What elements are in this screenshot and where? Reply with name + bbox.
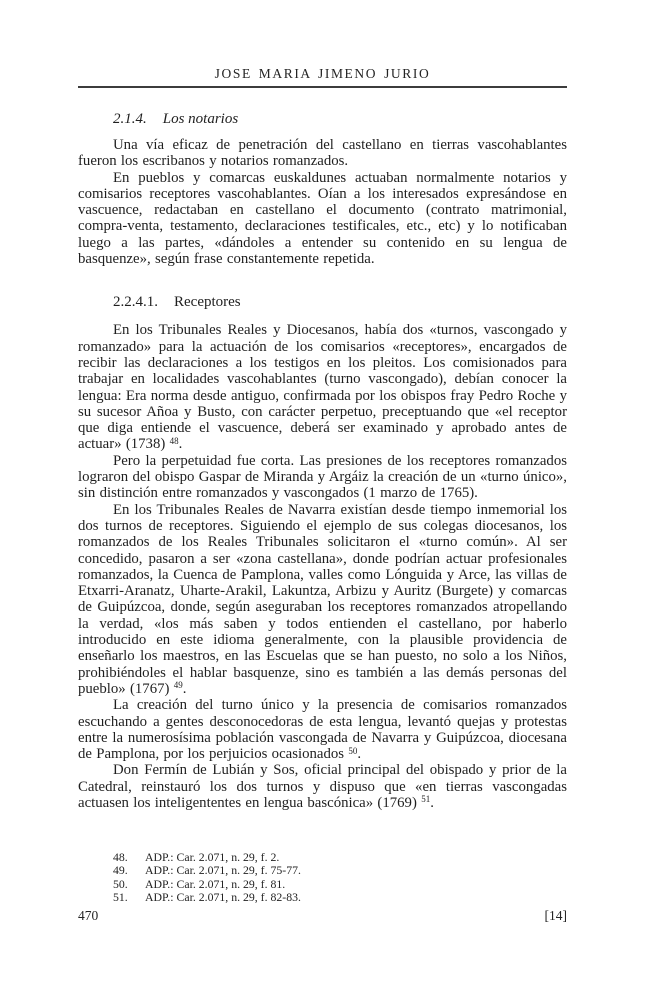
running-head-author: JOSE MARIA JIMENO JURIO [214, 66, 431, 81]
text-body [78, 111, 567, 811]
footnote-text: ADP.: Car. 2.071, n. 29, f. 81. [145, 876, 286, 891]
footnote-ref-51: 51 [421, 794, 431, 805]
paragraph-4 [78, 453, 567, 502]
section-title: Receptores [174, 294, 241, 311]
paragraph-1 [78, 137, 567, 170]
footnote-51 [78, 891, 567, 904]
section-title: Los notarios [162, 111, 239, 127]
paragraph-2 [78, 170, 567, 268]
footnote-number: 48. [113, 850, 128, 865]
footnote-number: 50. [113, 876, 128, 891]
footnote-text: ADP.: Car. 2.071, n. 29, f. 75-77. [145, 863, 301, 878]
section-number: 2.1.4. [113, 111, 147, 127]
paragraph-5 [78, 502, 567, 698]
footnote-number: 51. [113, 889, 128, 904]
paragraph-tail: . [178, 436, 183, 453]
footnote-ref-50: 50 [348, 745, 358, 756]
footnotes-block [78, 851, 567, 904]
paragraph-text: Una vía eficaz de penetración del castellano en tierras vascohablantes fueron los escribanos y notarios romanzados. [78, 137, 567, 170]
paragraph-text: Don Fermín de Lubián y Sos, oficial principal del obispado y prior de la Catedral, reinstauró los dos turnos y dispuso que «en tierras vascongadas actuasen los inteligententes en lengua bascónica» (1769) [78, 762, 567, 811]
paragraph-7 [78, 762, 567, 811]
footnote-ref-48: 48 [169, 435, 179, 446]
paragraph-text: La creación del turno único y la presencia de comisarios romanzados escuchando a gentes desconocedoras de esta lengua, levantó quejas y protestas entre la numerosísima población vascongada de Navarra y Guipúzcoa, diocesana de Pamplona, por los perjuicios ocasionados [78, 697, 567, 763]
footnote-number: 49. [113, 863, 128, 878]
section-heading-receptores [78, 294, 567, 311]
paragraph-text: En los Tribunales Reales y Diocesanos, había dos «turnos, vascongado y romanzado» para la actuación de los comisarios «receptores», encargados de recibir las declaraciones a los testigos en los pleitos. Los comisionados para trabajar en localidades vascohablantes (turno vascongado), debían conocer la lengua: Era norma desde antiguo, confirmada por los obispos fray Pedro Roche y su sucesor Añoa y Busto, con carácter perpetuo, preceptuando que «el receptor que diga entiende el vascuence, deberá ser examinado y aprobado antes de actuar» (1738) [78, 322, 567, 453]
page-footer [78, 908, 567, 924]
footnote-ref-49: 49 [173, 680, 183, 691]
paragraph-6 [78, 697, 567, 762]
section-heading-notarios [78, 111, 567, 128]
paragraph-tail: . [430, 794, 434, 811]
paragraph-text: Pero la perpetuidad fue corta. Las presiones de los receptores romanzados lograron del obispo Gaspar de Miranda y Argáiz la creación de un «turno único», sin distinción entre romanzados y vascongados (1 marzo de 1765). [78, 452, 567, 502]
paragraph-text: En los Tribunales Reales de Navarra existían desde tiempo inmemorial los dos turnos de receptores. Siguiendo el ejemplo de sus colegas diocesanos, los romanzados de los Reales Tribunales solicitaron el «turno común». Al ser concedido, pasaron a ser «zona castellana», donde podrían actuar profesionales romanzados, la Cuenca de Pamplona, valles como Lónguida y Arce, las villas de Etxarri-Aranatz, Uharte-Arakil, Lakuntza, Arbizu y Auritz (Burgete) y comarcas de Guipúzcoa, donde, según aseguraban los receptores romanzados atropellando la verdad, «los más saben y todos entienden el castellano, por haberlo introducido en este idioma generalmente, con la plausible providencia de enseñarlo los maestros, en las Escuelas que se han puesto, no solo a los Niños, prohibiéndoles el hablar basquenze, sino es también a las demás personas del pueblo» (1767) [78, 501, 567, 697]
paragraph-tail: . [182, 680, 187, 697]
section-number: 2.2.4.1. [113, 294, 158, 311]
running-header [78, 66, 567, 88]
footnote-text: ADP.: Car. 2.071, n. 29, f. 2. [145, 850, 280, 865]
paragraph-3 [78, 322, 567, 452]
bracket-folio-number: [14] [544, 908, 567, 923]
footnote-text: ADP.: Car. 2.071, n. 29, f. 82-83. [145, 889, 301, 904]
paragraph-tail: . [357, 746, 362, 763]
paragraph-text: En pueblos y comarcas euskaldunes actuaban normalmente notarios y comisarios receptores vascohablantes. Oían a los interesados expresándose en vascuence, redactaban en castellano el documento (contrato matrimonial, compra-venta, testamento, declaraciones testificales, etc., etc) y lo notificaban luego a las partes, «dándoles a entender su contenido en su lengua de basquenze», según frase constantemente repetida. [78, 169, 567, 268]
page-number: 470 [78, 908, 99, 923]
